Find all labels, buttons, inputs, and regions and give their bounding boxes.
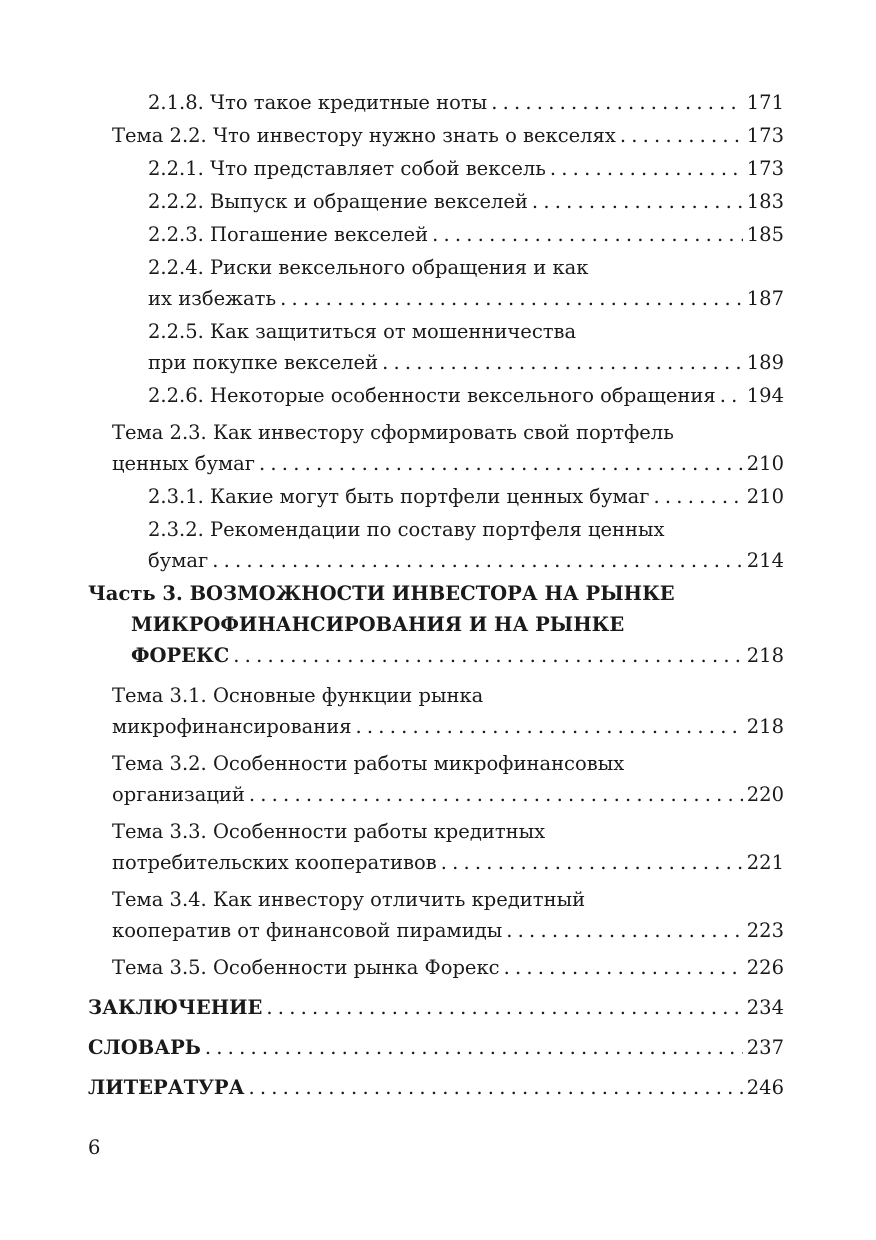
toc-entry-title-line: 2.2.5. Как защититься от мошенничества xyxy=(148,320,577,343)
toc-page-number: 210 xyxy=(746,452,784,475)
toc-entry-title: ЛИТЕРАТУРА xyxy=(88,1076,245,1099)
toc-entry-2-2-3 xyxy=(88,219,784,250)
dot-leader xyxy=(356,711,743,742)
toc-entry-title-line: МИКРОФИНАНСИРОВАНИЯ И НА РЫНКЕ xyxy=(131,613,625,636)
toc-entry-title-line: Часть 3. ВОЗМОЖНОСТИ ИНВЕСТОРА НА РЫНКЕ xyxy=(88,582,675,605)
toc-entry-title-line: 2.2.4. Риски вексельного обращения и как xyxy=(148,256,589,279)
dot-leader xyxy=(249,779,743,810)
toc-page-number: 234 xyxy=(746,996,784,1019)
dot-leader xyxy=(550,153,743,184)
toc-entry-title-line: Тема 3.3. Особенности работы кредитных xyxy=(112,820,546,843)
toc-entry-title: организаций xyxy=(112,783,245,806)
toc-page-number: 189 xyxy=(746,351,784,374)
toc-page-number: 171 xyxy=(746,91,784,114)
toc-entry-title: 2.2.1. Что представляет собой вексель xyxy=(148,157,546,180)
toc-entry-2-2-2 xyxy=(88,186,784,217)
toc-entry-title: Тема 3.5. Особенности рынка Форекс xyxy=(112,956,500,979)
toc-entry-title: потребительских кооперативов xyxy=(112,851,437,874)
dot-leader xyxy=(259,448,743,479)
toc-entry-2-2-1 xyxy=(88,153,784,184)
toc-entry-title: 2.3.1. Какие могут быть портфели ценных бумаг xyxy=(148,485,650,508)
dot-leader xyxy=(248,1072,742,1103)
dot-leader xyxy=(233,640,742,671)
toc-entry-topic-2-3 xyxy=(88,417,784,479)
toc-page-number: 221 xyxy=(746,851,784,874)
toc-entry-title-line: 2.3.2. Рекомендации по составу портфеля ценных xyxy=(148,518,665,541)
toc-entry-title: микрофинансирования xyxy=(112,715,352,738)
dot-leader xyxy=(212,545,743,576)
toc-entry-title: кооператив от финансовой пирамиды xyxy=(112,919,503,942)
toc-entry-topic-3-1 xyxy=(88,680,784,742)
toc-entry-title: бумаг xyxy=(148,549,209,572)
toc-entry-2-1-8 xyxy=(88,87,784,118)
toc-entry-topic-3-2 xyxy=(88,748,784,810)
dot-leader xyxy=(205,1032,743,1063)
toc-entry-title: 2.2.3. Погашение векселей xyxy=(148,223,429,246)
toc-page-number: 223 xyxy=(746,919,784,942)
dot-leader xyxy=(266,992,742,1023)
toc-page-number: 237 xyxy=(746,1036,784,1059)
toc-page-number: 173 xyxy=(746,124,784,147)
page-number: 6 xyxy=(88,1136,101,1159)
toc-page-number: 194 xyxy=(746,384,784,407)
toc-entry-title: Тема 2.2. Что инвестору нужно знать о векселях xyxy=(112,124,616,147)
dot-leader xyxy=(654,481,743,512)
toc-entry-title: СЛОВАРЬ xyxy=(88,1036,201,1059)
toc-entry-topic-3-4 xyxy=(88,884,784,946)
toc-page-number: 246 xyxy=(746,1076,784,1099)
dot-leader xyxy=(280,283,743,314)
toc-page-number: 218 xyxy=(746,715,784,738)
dot-leader xyxy=(504,952,743,983)
toc-entry-title: при покупке векселей xyxy=(148,351,379,374)
toc-page-number: 173 xyxy=(746,157,784,180)
toc-page-number: 214 xyxy=(746,549,784,572)
toc-entry-title: 2.2.6. Некоторые особенности вексельного обращения xyxy=(148,384,716,407)
toc-entry-conclusion xyxy=(88,992,784,1023)
toc-page-number: 185 xyxy=(746,223,784,246)
toc-entry-title: ЗАКЛЮЧЕНИЕ xyxy=(88,996,263,1019)
toc-page-number: 183 xyxy=(746,190,784,213)
dot-leader xyxy=(620,120,743,151)
toc-page-number: 187 xyxy=(746,287,784,310)
toc-page-number: 218 xyxy=(746,644,784,667)
toc-entry-title: ценных бумаг xyxy=(112,452,256,475)
toc-entry-title-line: Тема 3.1. Основные функции рынка xyxy=(112,684,484,707)
toc-entry-2-3-1 xyxy=(88,481,784,512)
dot-leader xyxy=(532,186,743,217)
toc-entry-title-line: Тема 3.4. Как инвестору отличить кредитный xyxy=(112,888,586,911)
toc-entry-2-2-6 xyxy=(88,380,784,411)
dot-leader xyxy=(441,847,743,878)
toc-entry-2-2-5 xyxy=(88,316,784,378)
toc-entry-part-3 xyxy=(88,578,784,671)
toc-entry-title-line: Тема 3.2. Особенности работы микрофинансовых xyxy=(112,752,625,775)
toc-entry-topic-3-5 xyxy=(88,952,784,983)
dot-leader xyxy=(491,87,743,118)
toc-entry-title-line: Тема 2.3. Как инвестору сформировать свой портфель xyxy=(112,421,674,444)
toc-entry-literature xyxy=(88,1072,784,1103)
toc-entry-2-3-2 xyxy=(88,514,784,576)
dot-leader xyxy=(506,915,743,946)
table-of-contents xyxy=(88,87,784,1103)
toc-entry-2-2-4 xyxy=(88,252,784,314)
toc-entry-title: их избежать xyxy=(148,287,277,310)
toc-entry-title: 2.1.8. Что такое кредитные ноты xyxy=(148,91,488,114)
toc-entry-title: ФОРЕКС xyxy=(131,644,230,667)
toc-entry-glossary xyxy=(88,1032,784,1063)
toc-entry-topic-2-2 xyxy=(88,120,784,151)
toc-entry-topic-3-3 xyxy=(88,816,784,878)
toc-page-number: 220 xyxy=(746,783,784,806)
toc-entry-title: 2.2.2. Выпуск и обращение векселей xyxy=(148,190,528,213)
toc-page-number: 210 xyxy=(746,485,784,508)
dot-leader xyxy=(432,219,743,250)
dot-leader xyxy=(720,380,743,411)
toc-page-number: 226 xyxy=(746,956,784,979)
dot-leader xyxy=(382,347,743,378)
